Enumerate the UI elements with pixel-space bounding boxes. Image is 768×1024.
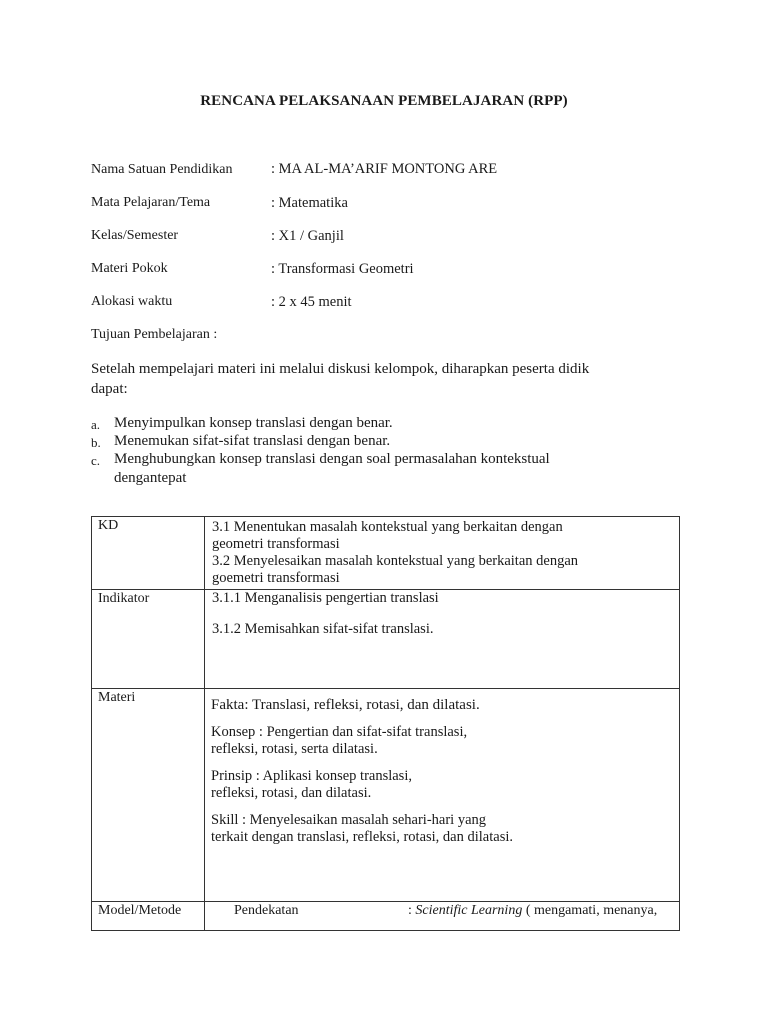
materi-fakta: Fakta: Translasi, refleksi, rotasi, dan dilatasi. — [211, 697, 480, 713]
indikator-item-2: 3.1.2 Memisahkan sifat-sifat translasi. — [212, 621, 434, 637]
model-content-cell — [205, 902, 680, 931]
table-row-materi — [92, 689, 680, 902]
indikator-label: Indikator — [98, 591, 150, 606]
model-label-cell — [92, 902, 205, 931]
label-mata-pelajaran: Mata Pelajaran/Tema — [91, 195, 211, 210]
objective-a: Menyimpulkan konsep translasi dengan benar. — [114, 415, 393, 431]
intro-line-2: dapat: — [91, 381, 128, 397]
label-kelas-semester: Kelas/Semester — [91, 228, 179, 243]
tujuan-pembelajaran-label: Tujuan Pembelajaran : — [91, 327, 218, 342]
table-row-indikator — [92, 590, 680, 689]
kd-line-2: geometri transformasi — [212, 536, 340, 552]
kd-line-3: 3.2 Menyelesaikan masalah kontekstual yang berkaitan dengan — [212, 553, 579, 569]
kd-line-4: goemetri transformasi — [212, 570, 340, 586]
objective-marker-c: c. — [91, 453, 101, 468]
materi-skill-line-1: Skill : Menyelesaikan masalah sehari-hari yang — [211, 812, 487, 828]
indikator-content-cell — [205, 590, 680, 689]
pendekatan-colon: : — [408, 903, 416, 918]
materi-konsep-line-2: refleksi, rotasi, serta dilatasi. — [211, 741, 378, 757]
materi-konsep-line-1: Konsep : Pengertian dan sifat-sifat translasi, — [211, 724, 468, 740]
value-mata-pelajaran: : Matematika — [271, 195, 348, 211]
objective-marker-b: b. — [91, 435, 101, 450]
model-metode-label: Model/Metode — [98, 903, 182, 918]
rpp-table — [91, 516, 680, 931]
label-alokasi-waktu: Alokasi waktu — [91, 294, 173, 309]
objective-marker-a: a. — [91, 417, 101, 432]
materi-label-cell — [92, 689, 205, 902]
label-materi-pokok: Materi Pokok — [91, 261, 168, 276]
kd-line-1: 3.1 Menentukan masalah kontekstual yang berkaitan dengan — [212, 519, 563, 535]
value-kelas-semester: : X1 / Ganjil — [271, 228, 344, 244]
value-materi-pokok: : Transformasi Geometri — [271, 261, 414, 277]
label-nama-satuan: Nama Satuan Pendidikan — [91, 162, 233, 177]
materi-prinsip-line-1: Prinsip : Aplikasi konsep translasi, — [211, 768, 412, 784]
intro-line-1: Setelah mempelajari materi ini melalui diskusi kelompok, diharapkan peserta didik — [91, 361, 590, 377]
objective-c: Menghubungkan konsep translasi dengan soal permasalahan kontekstual — [114, 451, 550, 467]
materi-label: Materi — [98, 690, 136, 705]
kd-content-cell — [205, 517, 680, 590]
pendekatan-label: Pendekatan — [234, 903, 299, 918]
value-alokasi-waktu: : 2 x 45 menit — [271, 294, 352, 310]
model-metode-content — [205, 902, 679, 919]
kd-label: KD — [98, 518, 119, 533]
objective-b: Menemukan sifat-sifat translasi dengan benar. — [114, 433, 391, 449]
materi-prinsip-line-2: refleksi, rotasi, dan dilatasi. — [211, 785, 372, 801]
scientific-learning-text: Scientific Learning — [415, 903, 523, 918]
pendekatan-detail: ( mengamati, menanya, — [522, 903, 658, 918]
value-nama-satuan: : MA AL-MA’ARIF MONTONG ARE — [271, 161, 498, 177]
objective-c-continuation: dengantepat — [114, 470, 187, 486]
indikator-label-cell — [92, 590, 205, 689]
document-title: RENCANA PELAKSANAAN PEMBELAJARAN (RPP) — [200, 93, 568, 109]
indikator-item-1: 3.1.1 Menganalisis pengertian translasi — [212, 590, 439, 606]
materi-content-cell — [205, 689, 680, 902]
kd-label-cell — [92, 517, 205, 590]
table-row-kd — [92, 517, 680, 590]
materi-skill-line-2: terkait dengan translasi, refleksi, rotasi, dan dilatasi. — [211, 829, 513, 845]
table-row-model-metode — [92, 902, 680, 931]
